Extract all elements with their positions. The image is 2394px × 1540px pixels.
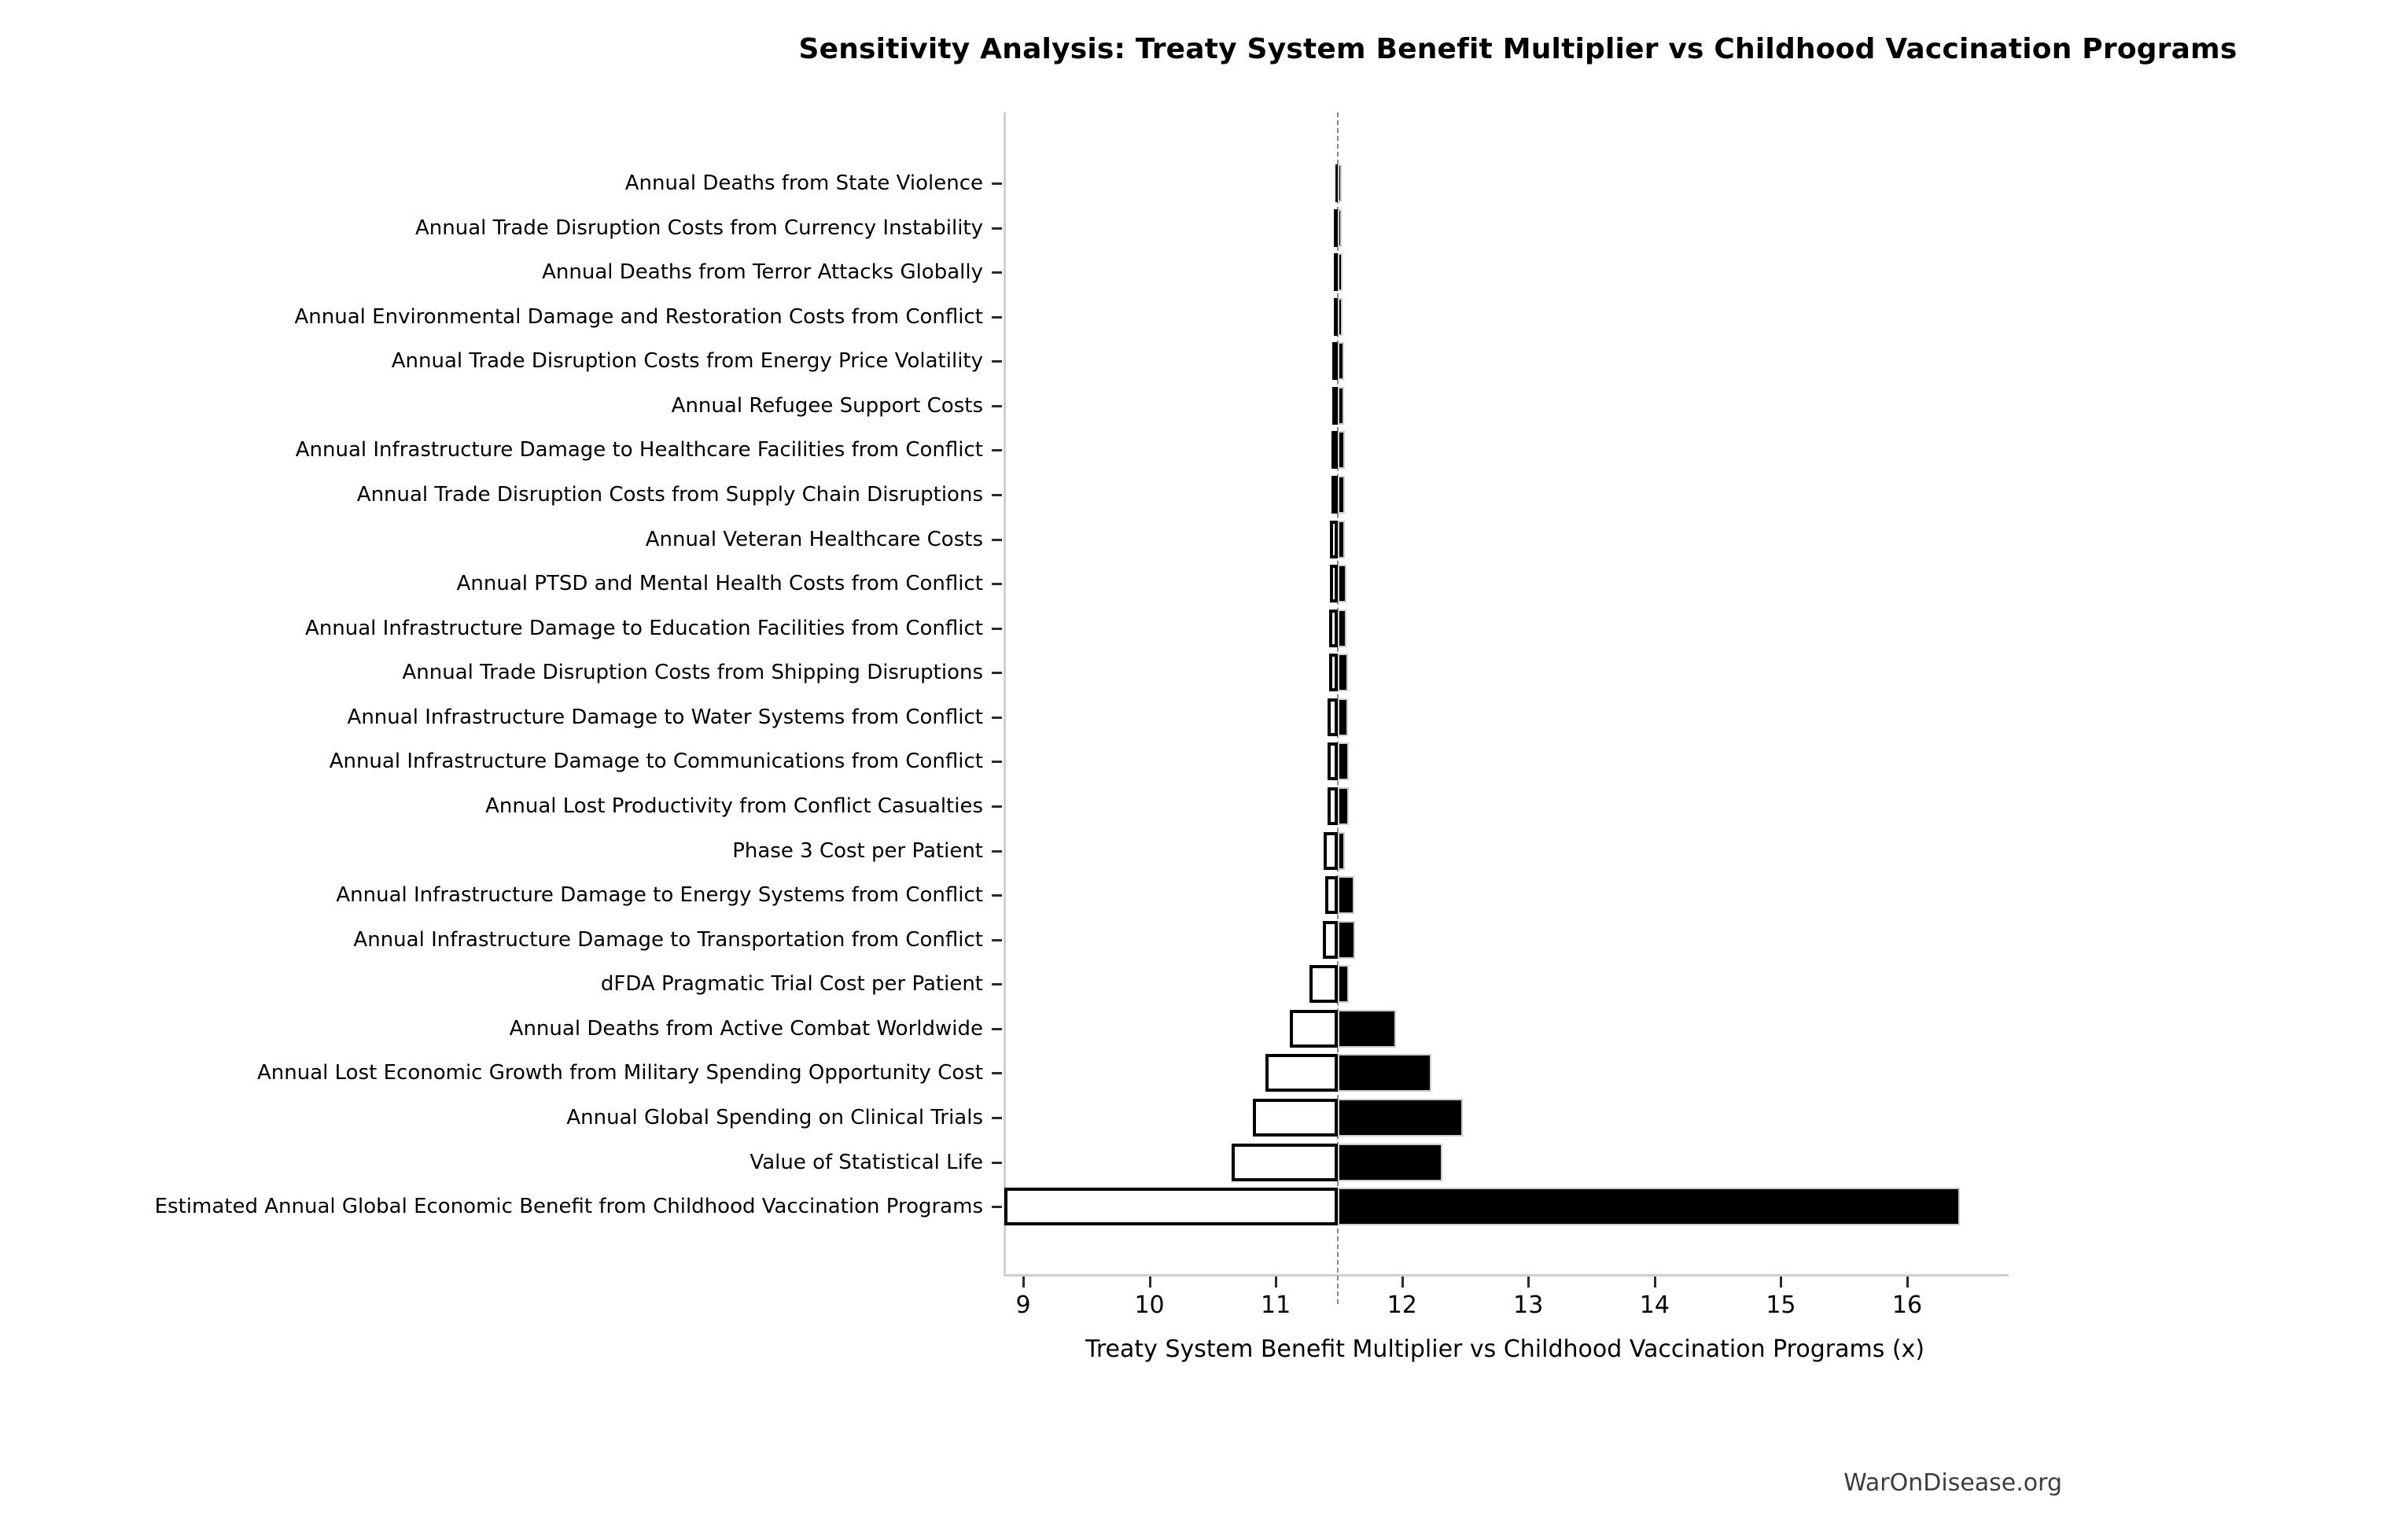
bar-high [1338, 209, 1342, 247]
bar-low [1323, 921, 1338, 959]
y-tick-mark [992, 894, 1002, 897]
bar-low [1004, 1188, 1338, 1225]
y-axis-label: Annual Global Spending on Clinical Trials [566, 1105, 983, 1129]
bar-high [1338, 521, 1346, 558]
bar-low [1232, 1144, 1338, 1181]
y-tick-mark [992, 360, 1002, 363]
bar-high [1338, 921, 1355, 959]
bar-high [1338, 876, 1354, 914]
watermark-text: WarOnDisease.org [1843, 1469, 2062, 1497]
y-tick-mark [992, 850, 1002, 853]
x-tick-mark [1780, 1277, 1782, 1288]
y-axis-label: Annual Infrastructure Damage to Transportation from Conflict [353, 927, 983, 952]
bar-high [1338, 1010, 1396, 1048]
bar-low [1290, 1010, 1338, 1048]
bar-low [1330, 521, 1338, 558]
y-axis-label: Annual Infrastructure Damage to Water Systems from Conflict [347, 705, 983, 729]
x-tick-mark [1906, 1277, 1909, 1288]
bar-low [1265, 1054, 1338, 1092]
chart-title: Sensitivity Analysis: Treaty System Benefit Multiplier vs Childhood Vaccination Programs [798, 33, 2237, 65]
y-tick-mark [992, 1028, 1002, 1030]
y-axis-label: Annual Deaths from Active Combat Worldwide [509, 1016, 983, 1041]
bar-low [1331, 476, 1338, 514]
bar-low [1309, 965, 1337, 1003]
bar-low [1329, 610, 1338, 647]
y-tick-mark [992, 227, 1002, 230]
y-axis-label: Annual Infrastructure Damage to Energy Systems from Conflict [336, 883, 983, 908]
bar-low [1325, 876, 1338, 914]
bar-low [1331, 431, 1338, 469]
x-tick-label: 10 [1134, 1291, 1165, 1319]
y-axis-label: Annual Deaths from State Violence [624, 171, 983, 195]
y-axis-label: dFDA Pragmatic Trial Cost per Patient [600, 972, 983, 997]
x-tick-label: 9 [1015, 1291, 1031, 1319]
y-tick-mark [992, 983, 1002, 986]
y-axis-label: Annual Lost Economic Growth from Military Spending Opportunity Cost [257, 1061, 983, 1085]
bar-high [1338, 164, 1342, 202]
y-tick-mark [992, 761, 1002, 763]
bar-high [1338, 387, 1344, 425]
y-axis-label: Annual Lost Productivity from Conflict Casualties [485, 794, 983, 818]
y-tick-mark [992, 628, 1002, 630]
bar-low [1253, 1099, 1338, 1137]
y-tick-mark [992, 672, 1002, 674]
x-tick-mark [1022, 1277, 1025, 1288]
y-axis-label: Annual Refugee Support Costs [671, 393, 983, 418]
y-axis-label: Annual PTSD and Mental Health Costs from Conflict [456, 572, 983, 596]
x-tick-label: 14 [1639, 1291, 1670, 1319]
y-axis-label: Phase 3 Cost per Patient [732, 838, 983, 863]
bar-low [1329, 654, 1338, 691]
bar-low [1324, 832, 1338, 870]
x-tick-label: 15 [1766, 1291, 1796, 1319]
y-tick-mark [992, 182, 1002, 185]
y-axis-label: Annual Environmental Damage and Restoration Costs from Conflict [294, 304, 983, 329]
y-tick-mark [992, 805, 1002, 808]
bar-high [1338, 476, 1346, 514]
bar-high [1338, 298, 1342, 336]
bar-high [1338, 787, 1349, 825]
x-tick-mark [1149, 1277, 1151, 1288]
bar-high [1338, 253, 1342, 291]
y-tick-mark [992, 494, 1002, 496]
y-tick-mark [992, 1206, 1002, 1208]
bar-high [1338, 832, 1346, 870]
bar-high [1338, 698, 1348, 736]
x-axis-title: Treaty System Benefit Multiplier vs Childhood Vaccination Programs (x) [1085, 1336, 1925, 1363]
y-axis-label: Value of Statistical Life [750, 1150, 983, 1174]
y-tick-mark [992, 405, 1002, 407]
y-tick-mark [992, 449, 1002, 451]
y-axis-label: Annual Trade Disruption Costs from Shipping Disruptions [402, 661, 983, 685]
y-axis-label: Estimated Annual Global Economic Benefit from Childhood Vaccination Programs [154, 1195, 983, 1219]
x-tick-mark [1527, 1277, 1530, 1288]
bar-high [1338, 565, 1346, 602]
bar-high [1338, 1054, 1431, 1092]
bar-low [1328, 742, 1338, 780]
x-tick-label: 13 [1513, 1291, 1544, 1319]
y-tick-mark [992, 539, 1002, 541]
y-tick-mark [992, 583, 1002, 585]
x-tick-label: 11 [1261, 1291, 1291, 1319]
x-tick-label: 16 [1891, 1291, 1923, 1319]
bar-high [1338, 742, 1349, 780]
bar-high [1338, 431, 1346, 469]
y-tick-mark [992, 717, 1002, 719]
y-tick-mark [992, 316, 1002, 319]
y-axis-label: Annual Veteran Healthcare Costs [645, 527, 983, 551]
bar-high [1338, 610, 1346, 647]
bar-low [1328, 787, 1338, 825]
y-axis-label: Annual Trade Disruption Costs from Currency Instability [415, 216, 983, 240]
bar-high [1338, 1099, 1463, 1137]
bar-high [1338, 965, 1349, 1003]
y-axis-label: Annual Infrastructure Damage to Communications from Conflict [329, 750, 983, 774]
bar-high [1338, 654, 1348, 691]
bar-low [1328, 698, 1338, 736]
y-tick-mark [992, 1072, 1002, 1074]
x-tick-mark [1401, 1277, 1404, 1288]
x-tick-mark [1654, 1277, 1656, 1288]
bar-high [1338, 1188, 1961, 1225]
y-axis-label: Annual Trade Disruption Costs from Supply Chain Disruptions [356, 482, 983, 507]
y-axis-label: Annual Infrastructure Damage to Healthcare Facilities from Conflict [295, 438, 983, 462]
bar-high [1338, 342, 1344, 380]
y-axis-label: Annual Deaths from Terror Attacks Globally [542, 260, 983, 285]
y-tick-mark [992, 1117, 1002, 1119]
plot-area [1004, 112, 2009, 1277]
y-tick-mark [992, 939, 1002, 941]
x-tick-mark [1275, 1277, 1277, 1288]
bar-low [1330, 565, 1338, 602]
x-tick-label: 12 [1387, 1291, 1417, 1319]
y-axis-label: Annual Trade Disruption Costs from Energy Price Volatility [391, 349, 983, 374]
y-tick-mark [992, 1162, 1002, 1164]
bar-high [1338, 1144, 1442, 1181]
y-axis-label: Annual Infrastructure Damage to Education Facilities from Conflict [305, 616, 983, 640]
y-tick-mark [992, 271, 1002, 274]
